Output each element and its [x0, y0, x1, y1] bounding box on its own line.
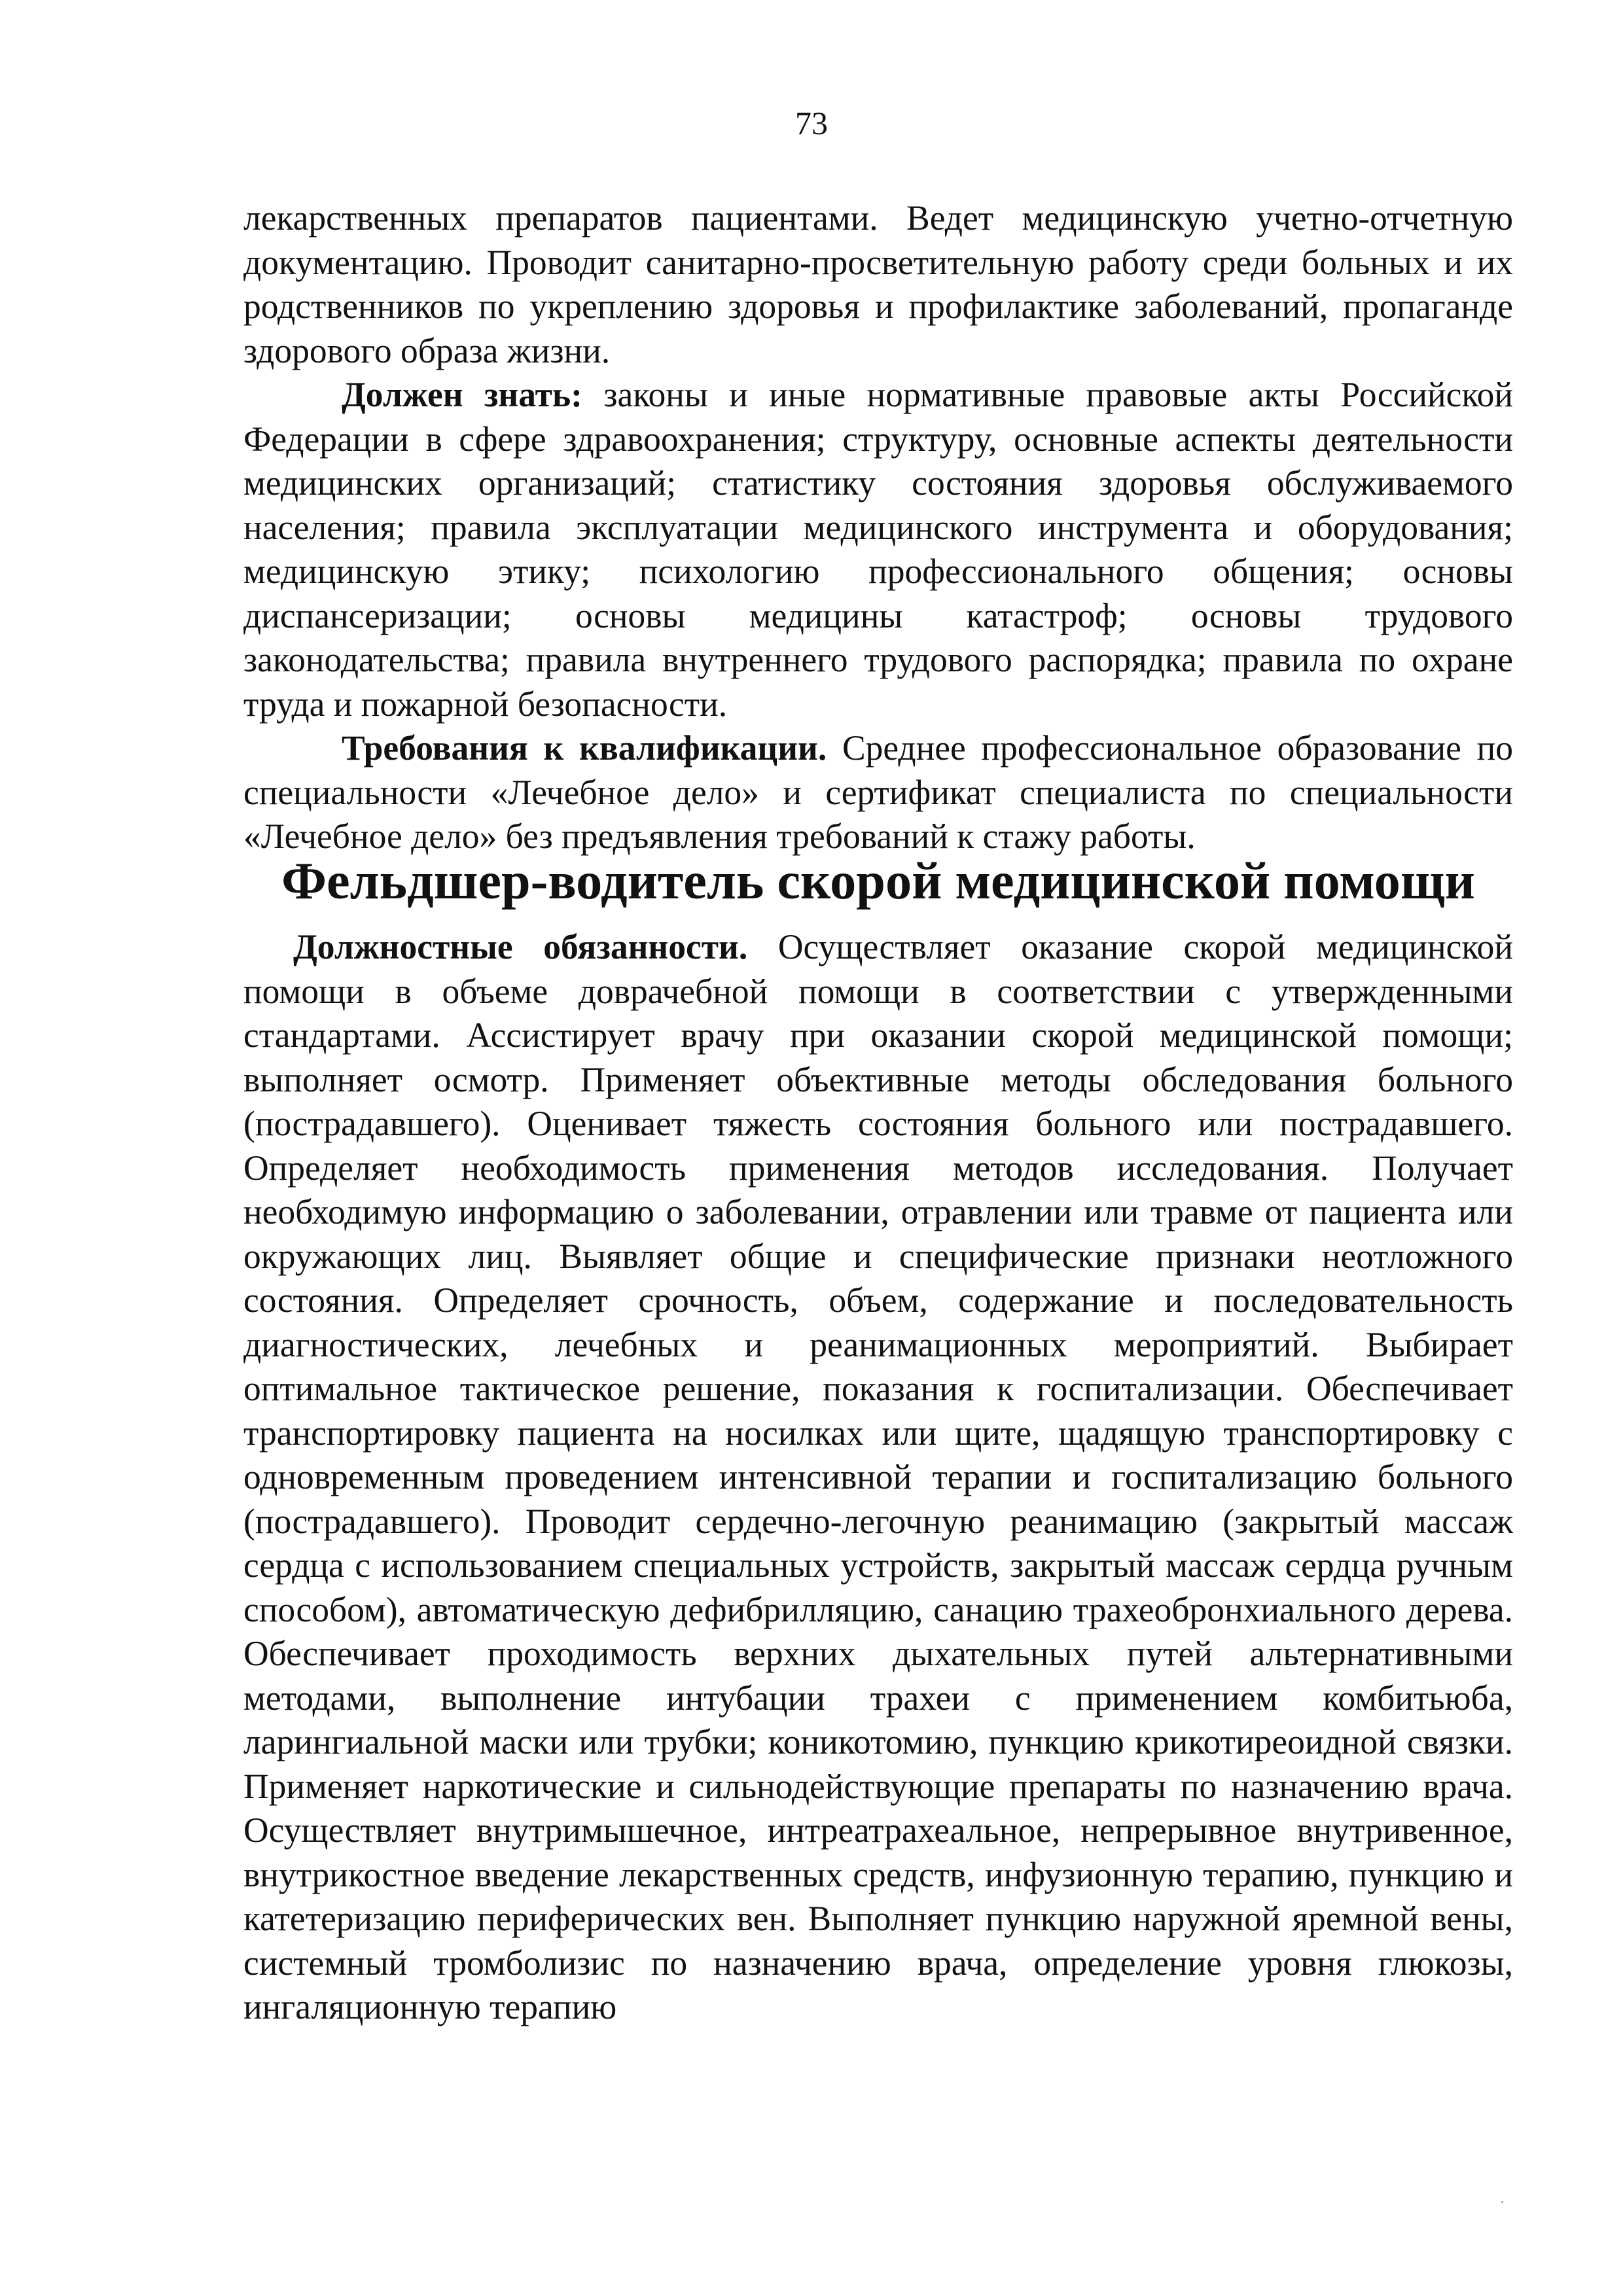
duties-paragraph [243, 925, 1513, 2030]
must-know-text: законы и иные нормативные правовые акты Российской Федерации в сфере здравоохранения; структуру, основные аспекты деятельности медицинских организаций; статистику состояния здоровья обслуживаемого населения; правила эксплуатации медицинского инструмента и оборудования; медицинскую этику; психологию профессионального общения; основы диспансеризации; основы медицины катастроф; основы трудового законодательства; правила внутреннего трудового распорядка; правила по охране труда и пожарной безопасности. [243, 375, 1514, 724]
must-know-lead: Должен знать: [342, 375, 582, 414]
continuation-paragraph: лекарственных препаратов пациентами. Ведет медицинскую учетно-отчетную документацию. Проводит санитарно-просветительную работу среди больных и их родственников по укреплению здоровья и профилактике заболеваний, пропаганде здорового образа жизни. [243, 198, 1513, 370]
requirements-lead: Требования к квалификации. [342, 728, 827, 768]
must-know-paragraph [243, 373, 1513, 726]
requirements-text: Среднее профессиональное образование по специальности «Лечебное дело» и сертификат специалиста по специальности «Лечебное дело» без предъявления требований к стажу работы. [243, 728, 1513, 856]
page-number: 73 [795, 105, 828, 141]
document-body [243, 196, 1513, 2030]
scan-speck [1501, 2201, 1503, 2203]
duties-lead: Должностные обязанности. [293, 927, 748, 966]
duties-text: Осуществляет оказание скорой медицинской помощи в объеме доврачебной помощи в соответствии с утвержденными стандартами. Ассистирует врачу при оказании скорой медицинской помощи; выполняет осмотр. Применяет объективные методы обследования больного (пострадавшего). Оценивает тяжесть состояния больного или пострадавшего. Определяет необходимость применения методов исследования. Получает необходимую информацию о заболевании, отравлении или травме от пациента или окружающих лиц. Выявляет общие и специфические признаки неотложного состояния. Определяет срочность, объем, содержание и последовательность диагностических, лечебных и реанимационных мероприятий. Выбирает оптимальное тактическое решение, показания к госпитализации. Обеспечивает транспортировку пациента на носилках или щите, щадящую транспортировку с одновременным проведением интенсивной терапии и госпитализацию больного (пострадавшего). Проводит сердечно-легочную реанимацию (закрытый массаж сердца с использованием специальных устройств, закрытый массаж сердца ручным способом), автоматическую дефибрилляцию, санацию трахеобронхиального дерева. Обеспечивает проходимость верхних дыхательных путей альтернативными методами, выполнение интубации трахеи с применением комбитьюба, ларингиальной маски или трубки; коникотомию, пункцию крикотиреоидной связки. Применяет наркотические и сильнодействующие препараты по назначению врача. Осуществляет внутримышечное, интреатрахеальное, непрерывное внутривенное, внутрикостное введение лекарственных средств, инфузионную терапию, пункцию и катетеризацию периферических вен. Выполняет пункцию наружной яремной вены, системный тромболизис по назначению врача, определение уровня глюкозы, ингаляционную терапию [243, 927, 1514, 2026]
section-title: Фельдшер-водитель скорой медицинской помощи [281, 851, 1475, 910]
requirements-paragraph [243, 726, 1513, 859]
